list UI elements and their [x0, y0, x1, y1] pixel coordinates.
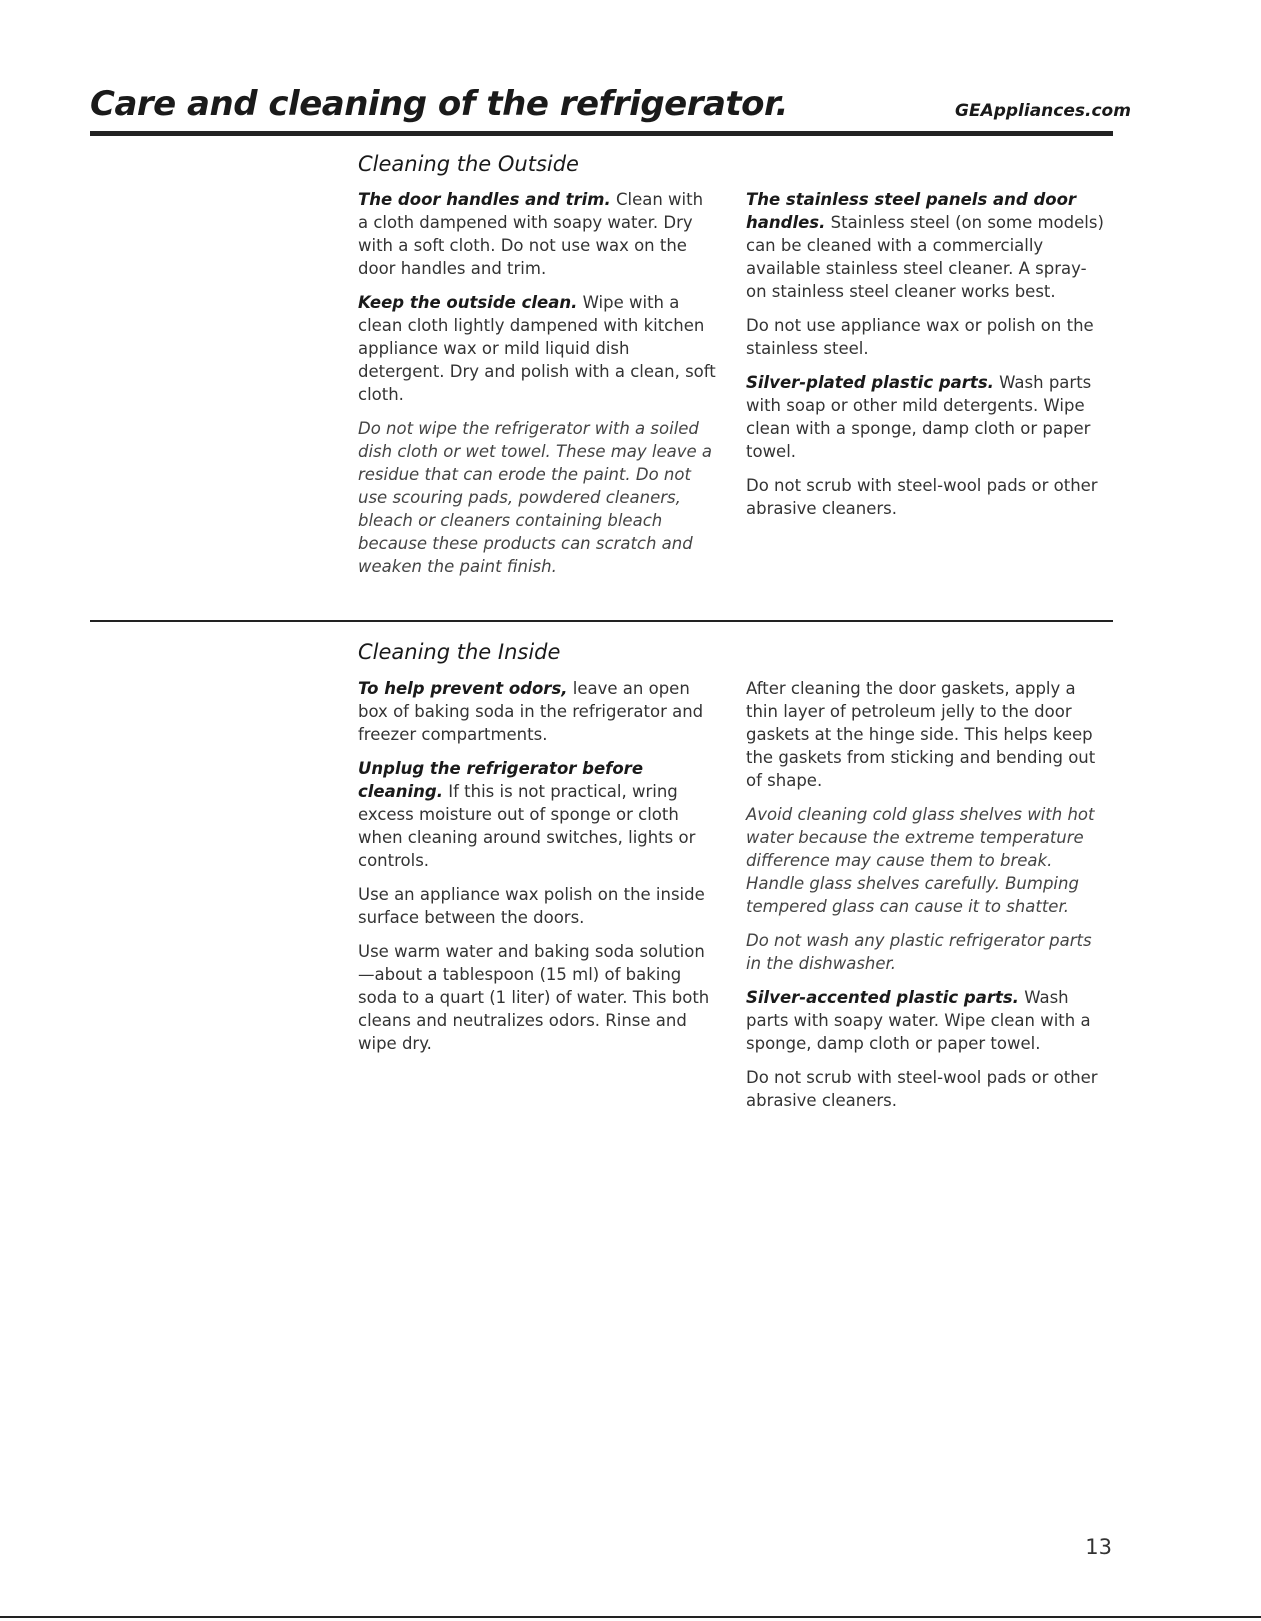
- paragraph-text: Stainless steel (on some models) can be cleaned with a commercially available stainless steel cleaner. A spray-on stainless steel cleaner works best.: [746, 213, 1104, 301]
- page-title: Care and cleaning of the refrigerator.: [90, 84, 788, 124]
- inside-left-column: [358, 677, 718, 1066]
- paragraph-glass-shelves-warning: Avoid cleaning cold glass shelves with hot water because the extreme temperature difference may cause them to break. Handle glass shelves carefully. Bumping tempered glass can cause it to shatter.: [746, 805, 1095, 916]
- paragraph-text: Wash parts with soapy water. Wipe clean with a sponge, damp cloth or paper towel.: [746, 988, 1091, 1053]
- paragraph-door-gaskets: After cleaning the door gaskets, apply a thin layer of petroleum jelly to the door gaskets at the hinge side. This helps keep the gaskets from sticking and bending out of shape.: [746, 679, 1096, 790]
- page-number: 13: [1085, 1535, 1112, 1559]
- paragraph-text: If this is not practical, wring excess moisture out of sponge or cloth when cleaning around switches, lights or controls.: [358, 782, 696, 870]
- paragraph-unplug: [358, 757, 718, 872]
- paragraph-no-wax: Do not use appliance wax or polish on the stainless steel.: [746, 316, 1094, 358]
- paragraph-baking-soda: Use warm water and baking soda solution—about a tablespoon (15 ml) of baking soda to a quart (1 liter) of water. This both cleans and neutralizes odors. Rinse and wipe dry.: [358, 942, 710, 1053]
- paragraph-wax-polish: Use an appliance wax polish on the inside surface between the doors.: [358, 885, 705, 927]
- paragraph-silver-plated: [746, 371, 1106, 463]
- paragraph-lead: The stainless steel panels and door handles.: [746, 190, 1077, 232]
- inside-right-column: [746, 677, 1106, 1123]
- section-heading-inside: Cleaning the Inside: [358, 640, 561, 664]
- paragraph-stainless-steel: [746, 188, 1106, 303]
- paragraph-text: Wash parts with soap or other mild detergents. Wipe clean with a sponge, damp cloth or paper towel.: [746, 373, 1092, 461]
- section-heading-outside: Cleaning the Outside: [358, 152, 579, 176]
- paragraph-text: leave an open box of baking soda in the refrigerator and freezer compartments.: [358, 679, 704, 744]
- paragraph-keep-outside-clean: [358, 291, 718, 406]
- paragraph-no-steel-wool-inside: Do not scrub with steel-wool pads or other abrasive cleaners.: [746, 1068, 1098, 1110]
- header-rule: [90, 131, 1113, 136]
- paragraph-lead: Silver-plated plastic parts.: [746, 373, 994, 392]
- outside-left-column: [358, 188, 718, 589]
- paragraph-prevent-odors: [358, 677, 718, 746]
- paragraph-text: Wipe with a clean cloth lightly dampened with kitchen appliance wax or mild liquid dish detergent. Dry and polish with a clean, soft cloth.: [358, 293, 716, 404]
- site-url: GEAppliances.com: [955, 101, 1131, 121]
- paragraph-lead: Unplug the refrigerator before cleaning.: [358, 759, 644, 801]
- paragraph-lead: The door handles and trim.: [358, 190, 611, 209]
- paragraph-lead: To help prevent odors,: [358, 679, 568, 698]
- paragraph-silver-accented: [746, 986, 1106, 1055]
- outside-right-column: [746, 188, 1106, 531]
- paragraph-text: Clean with a cloth dampened with soapy water. Dry with a soft cloth. Do not use wax on the door handles and trim.: [358, 190, 704, 278]
- paragraph-no-steel-wool: Do not scrub with steel-wool pads or other abrasive cleaners.: [746, 476, 1098, 518]
- scan-edge-rule: [0, 1616, 1261, 1618]
- paragraph-door-handles: [358, 188, 718, 280]
- paragraph-dishwasher-warning: Do not wash any plastic refrigerator parts in the dishwasher.: [746, 931, 1092, 973]
- section-rule: [90, 620, 1113, 622]
- paragraph-lead: Silver-accented plastic parts.: [746, 988, 1019, 1007]
- paragraph-soiled-cloth-warning: Do not wipe the refrigerator with a soiled dish cloth or wet towel. These may leave a residue that can erode the paint. Do not use scouring pads, powdered cleaners, bleach or cleaners containing bleach because these products can scratch and weaken the paint finish.: [358, 419, 713, 576]
- paragraph-lead: Keep the outside clean.: [358, 293, 578, 312]
